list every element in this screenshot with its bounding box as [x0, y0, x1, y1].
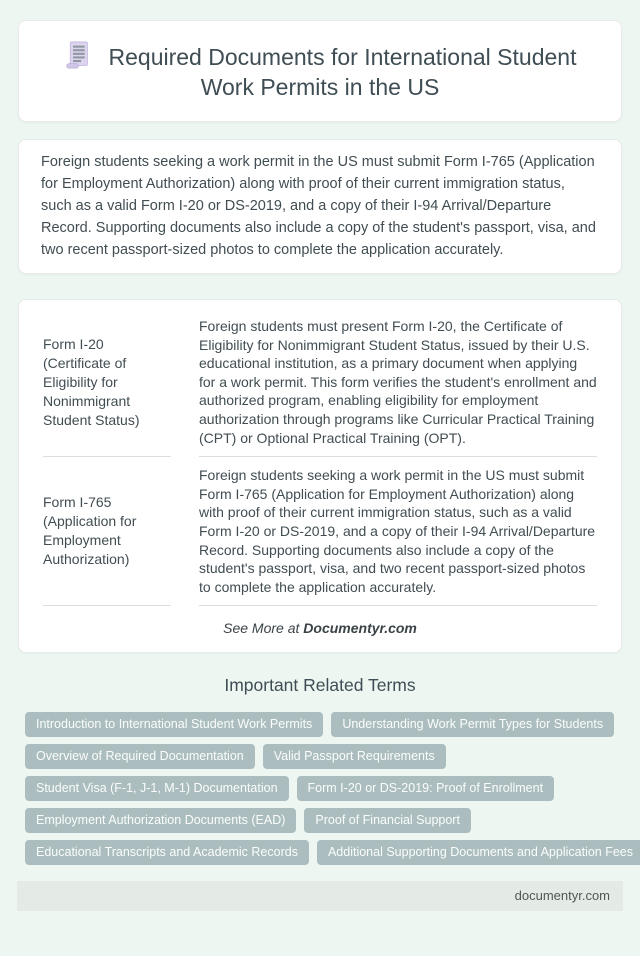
related-term-tag[interactable]: Educational Transcripts and Academic Records: [25, 840, 309, 865]
document-term: Form I-765 (Application for Employment Authorization): [43, 494, 137, 568]
see-more-line: [43, 620, 597, 636]
footer-bar: [17, 881, 623, 911]
page-title: [47, 41, 593, 102]
tag-row: [25, 840, 634, 865]
related-term-tag[interactable]: Proof of Financial Support: [304, 808, 471, 833]
documents-table: [43, 308, 597, 606]
tag-row: [25, 776, 615, 801]
document-description: Foreign students must present Form I-20, the Certificate of Eligibility for Nonimmigrant Student Status, issued by their U.S. educational institution, as a primary document when applying for a work permit. This form verifies the student's enrollment and authorized program, enabling eligibility for employment authorization through programs like Curricular Practical Training (CPT) or Optional Practical Training (OPT).: [199, 318, 597, 446]
table-row: [43, 308, 597, 457]
see-more-prefix: See More at: [223, 620, 304, 637]
page-title-line2: Work Permits in the US: [200, 74, 440, 100]
document-description: Foreign students seeking a work permit in the US must submit Form I-765 (Application for Employment Authorization) along with proof of their current immigration status, such as a valid Form I-20 or DS-2019, and a copy of their I-94 Arrival/Departure Record. Supporting documents also include a copy of the student's passport, visa, and two recent passport-sized photos to complete the application accurately.: [199, 467, 596, 595]
title-card: [18, 20, 622, 122]
document-term: Form I-20 (Certificate of Eligibility for Nonimmigrant Student Status): [43, 335, 140, 428]
table-row: [43, 457, 597, 606]
related-term-tag[interactable]: Introduction to International Student Work Permits: [25, 712, 323, 737]
see-more-brand: Documentyr.com: [303, 620, 417, 637]
related-term-tag[interactable]: Student Visa (F-1, J-1, M-1) Documentation: [25, 776, 289, 801]
tag-row: [25, 744, 615, 769]
summary-card: [18, 139, 622, 274]
receipt-document-icon: [64, 41, 91, 70]
tag-row: [25, 808, 615, 833]
related-terms-list: [25, 712, 634, 865]
related-terms-heading: Important Related Terms: [224, 675, 416, 696]
page-title-line1: Required Documents for International Student: [108, 44, 577, 70]
footer-site-label: documentyr.com: [514, 888, 610, 904]
related-term-tag[interactable]: Understanding Work Permit Types for Students: [331, 712, 614, 737]
related-term-tag[interactable]: Employment Authorization Documents (EAD): [25, 808, 296, 833]
related-term-tag[interactable]: Form I-20 or DS-2019: Proof of Enrollment: [297, 776, 555, 801]
tag-row: [25, 712, 615, 737]
related-term-tag[interactable]: Additional Supporting Documents and Application Fees: [317, 840, 640, 865]
related-term-tag[interactable]: Overview of Required Documentation: [25, 744, 255, 769]
related-term-tag[interactable]: Valid Passport Requirements: [263, 744, 446, 769]
summary-text: Foreign students seeking a work permit in the US must submit Form I-765 (Application for Employment Authorization) along with proof of their current immigration status, such as a valid Form I-20 or DS-2019, and a copy of their I-94 Arrival/Departure Record. Supporting documents also include a copy of the student's passport, visa, and two recent passport-sized photos to complete the application accurately.: [41, 154, 596, 258]
documents-card: [18, 299, 622, 653]
